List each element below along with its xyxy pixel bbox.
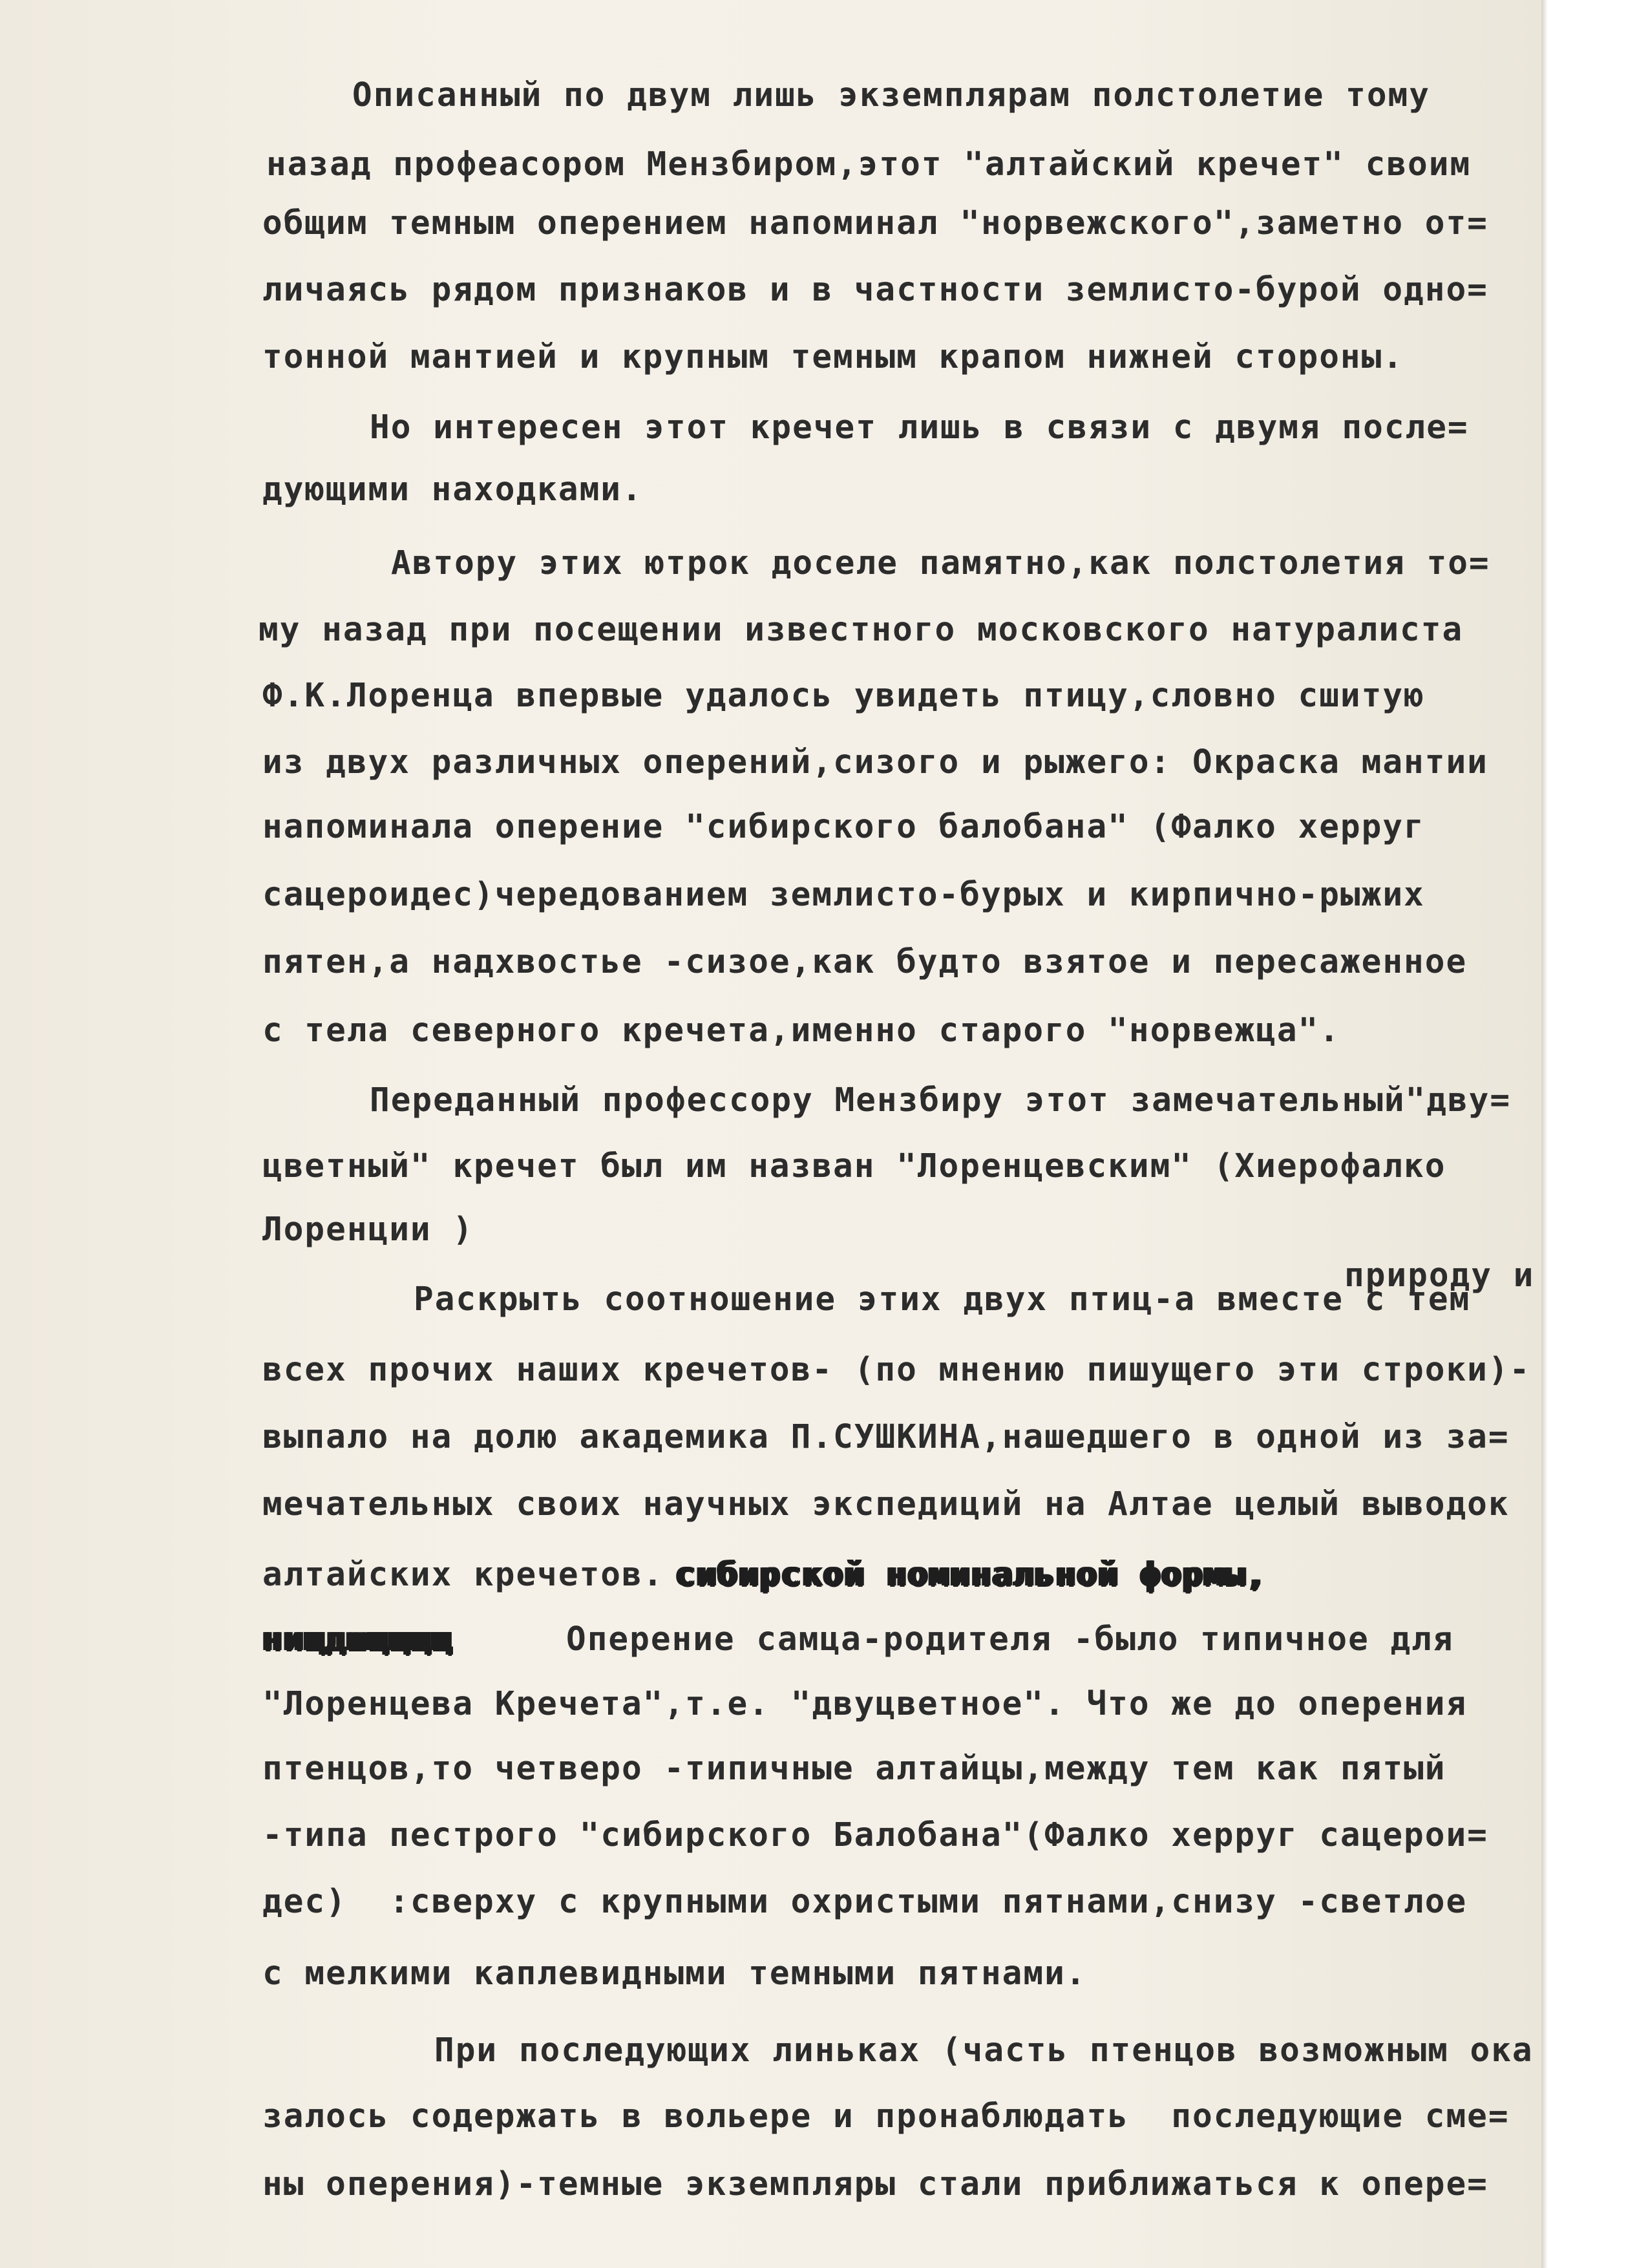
text-line: пятен,а надхвостье -сизое,как будто взятое и пересаженное: [262, 943, 1468, 981]
margin-insertion: природу и: [1344, 1256, 1535, 1295]
text-line: му назад при посещении известного московского натуралиста: [259, 611, 1464, 649]
text-line: "Лоренцева Кречета",т.е. "двуцветное". Что же до оперения: [262, 1685, 1468, 1723]
text-line: выпало на долю академика П.СУШКИНА,нашедшего в одной из за=: [262, 1418, 1510, 1456]
text-line: птенцов,то четверо -типичные алтайцы,между тем как пятый: [262, 1750, 1446, 1788]
text-line: сацероидес)чередованием землисто-бурых и кирпично-рыжих: [262, 876, 1425, 914]
text-line: с тела северного кречета,именно старого "норвежца".: [262, 1012, 1340, 1050]
struck-out-text: сибирской номинальной формы,: [675, 1556, 1267, 1594]
text-line: Автору этих ютрок доселе памятно,как полстолетия то=: [391, 544, 1490, 582]
text-line: назад профеасором Мензбиром,этот "алтайский кречет" своим: [266, 145, 1472, 184]
struck-out-text: нищдшщщщщ: [262, 1620, 453, 1659]
text-line: Лоренции ): [262, 1211, 474, 1249]
text-line: Раскрыть соотношение этих двух птиц-а вместе с тем: [414, 1280, 1471, 1319]
text-line: дующими находками.: [262, 471, 643, 509]
text-line: Ф.К.Лоренца впервые удалось увидеть птицу,словно сшитую: [262, 677, 1425, 715]
text-line: При последующих линьках (часть птенцов возможным ока: [434, 2031, 1534, 2070]
text-line: общим темным оперением напоминал "норвежского",заметно от=: [262, 204, 1488, 242]
text-line: залось содержать в вольере и пронаблюдать последующие сме=: [262, 2097, 1510, 2136]
text-line: всех прочих наших кречетов- (по мнению пишущего эти строки)-: [262, 1351, 1531, 1389]
text-line: -типа пестрого "сибирского Балобана"(Фалко херруг сацерои=: [262, 1816, 1488, 1854]
text-line: Но интересен этот кречет лишь в связи с двумя после=: [370, 408, 1469, 447]
text-line: ны оперения)-темные экземпляры стали приближаться к опере=: [262, 2165, 1488, 2203]
text-line: Описанный по двум лишь экземплярам полстолетие тому: [352, 76, 1430, 114]
text-line: тонной мантией и крупным темным крапом нижней стороны.: [262, 338, 1404, 376]
text-line: с мелкими каплевидными темными пятнами.: [262, 1955, 1087, 1993]
text-line: напоминала оперение "сибирского балобана" (Фалко херруг: [262, 808, 1425, 846]
text-line: из двух различных оперений,сизого и рыжего: Окраска мантии: [262, 743, 1488, 781]
text-line: Переданный профессору Мензбиру этот замечательный"дву=: [370, 1081, 1512, 1119]
text-line: алтайских кречетов.: [262, 1556, 664, 1594]
text-line: личаясь рядом признаков и в частности землисто-бурой одно=: [262, 271, 1488, 309]
text-line: мечательных своих научных экспедиций на Алтае целый выводок: [262, 1485, 1510, 1523]
text-line: Оперение самца-родителя -было типичное для: [566, 1620, 1454, 1659]
text-line: дес) :сверху с крупными охристыми пятнами,снизу -светлое: [262, 1883, 1468, 1921]
text-line: цветный" кречет был им назван "Лоренцевским" (Хиерофалко: [262, 1147, 1446, 1185]
